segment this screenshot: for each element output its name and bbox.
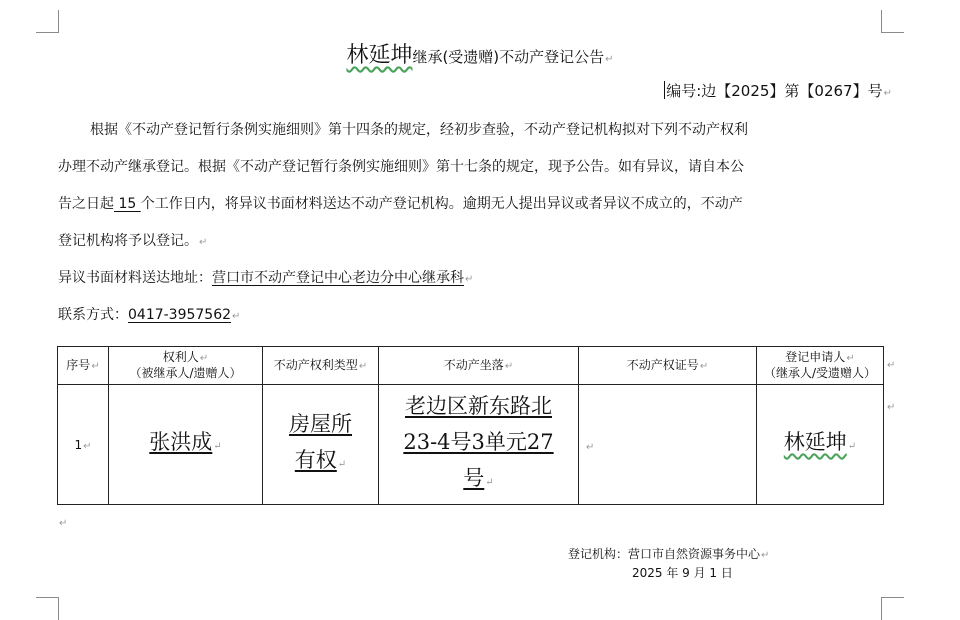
page-corner-mark	[36, 10, 59, 33]
header-location: 不动产坐落↵	[379, 347, 579, 385]
header-holder: 权利人↵ （被继承人/遗赠人）	[109, 347, 263, 385]
cell-holder: 张洪成↵	[109, 385, 263, 505]
address-line	[58, 267, 473, 287]
body-line-2: 办理不动产继承登记。根据《不动产登记暂行条例实施细则》第十七条的规定，现予公告。如有异议，请自本公	[58, 159, 744, 175]
paragraph-mark-icon: ↵	[199, 237, 208, 248]
objection-days: 15	[114, 196, 141, 212]
title-text: 继承(受遗赠)不动产登记公告	[412, 48, 605, 66]
body-line-4-text: 登记机构将予以登记。	[58, 233, 198, 249]
contact-value: 0417-3957562	[128, 307, 232, 323]
cell-location: 老边区新东路北 23-4号3单元27 号↵	[379, 385, 579, 505]
header-cert-number: 不动产权证号↵	[579, 347, 757, 385]
table-header-row	[58, 347, 884, 385]
registration-org	[568, 545, 769, 562]
header-applicant: 登记申请人↵ （继承人/受遗赠人）	[757, 347, 884, 385]
body-line-1: 根据《不动产登记暂行条例实施细则》第十四条的规定，经初步查验，不动产登记机构拟对下列不动产权利	[90, 122, 748, 138]
title-name: 林延坤	[346, 43, 413, 68]
header-right-type: 不动产权利类型↵	[263, 347, 379, 385]
contact-label: 联系方式：	[58, 307, 128, 323]
page-corner-mark	[881, 597, 904, 620]
property-table	[57, 346, 884, 505]
paragraph-mark-icon: ↵	[883, 88, 892, 99]
paragraph-mark-icon: ↵	[761, 550, 770, 561]
page-corner-mark	[36, 597, 59, 620]
header-seq: 序号↵	[58, 347, 109, 385]
property-table-wrapper	[57, 346, 884, 505]
paragraph-mark-icon: ↵	[465, 274, 474, 285]
body-line-3-pre: 告之日起	[58, 196, 114, 212]
notice-title	[0, 38, 960, 69]
document-number	[664, 80, 892, 101]
table-row	[58, 385, 884, 505]
body-line-4	[58, 230, 207, 250]
row-end-mark-icon: ↵	[887, 360, 896, 371]
paragraph-mark-icon: ↵	[59, 518, 68, 529]
page-corner-mark	[881, 10, 904, 33]
body-line-3-post: 个工作日内，将异议书面材料送达不动产登记机构。逾期无人提出异议或者异议不成立的，不动产	[140, 196, 743, 212]
paragraph-mark-icon: ↵	[232, 311, 241, 322]
cell-cert-number: ↵	[579, 385, 757, 505]
address-value: 营口市不动产登记中心老边分中心继承科	[212, 270, 464, 286]
body-line-3	[58, 193, 743, 213]
cell-seq: 1↵	[58, 385, 109, 505]
registration-org-text: 登记机构：营口市自然资源事务中心	[568, 547, 761, 561]
cell-right-type: 房屋所 有权↵	[263, 385, 379, 505]
paragraph-mark-icon: ↵	[605, 54, 614, 65]
cell-applicant: 林延坤↵	[757, 385, 884, 505]
document-number-text: 编号:边【2025】第【0267】号	[666, 82, 883, 100]
row-end-mark-icon: ↵	[887, 402, 896, 413]
contact-line	[58, 304, 240, 324]
notice-date: 2025 年 9 月 1 日	[632, 566, 733, 580]
address-label: 异议书面材料送达地址：	[58, 270, 212, 286]
